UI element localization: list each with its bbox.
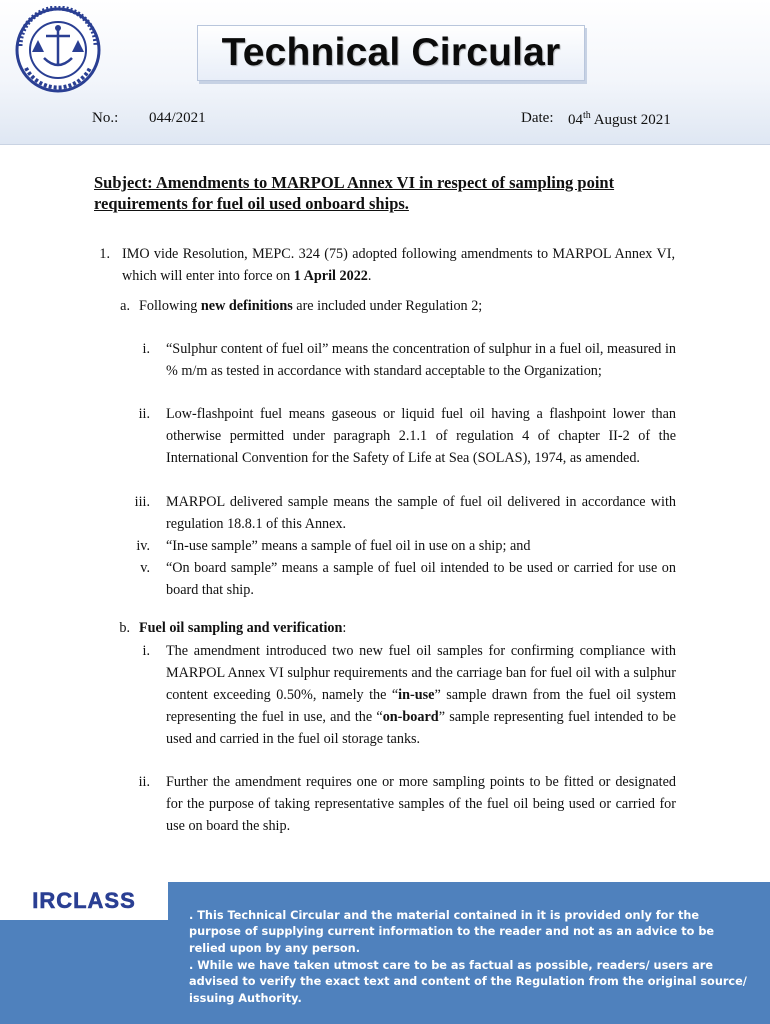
definition-marker: v. (140, 560, 150, 576)
page-title: Technical Circular (221, 31, 561, 74)
definition-item: Low-flashpoint fuel means gaseous or liquid fuel oil having a flashpoint lower than otherwise permitted under paragraph 2.1.1 of regulation 4 of chapter II-2 of the International Convention for the Safety of Life at Sea (SOLAS), 1974, as amended. (166, 406, 676, 466)
item-b-sub-ii-text: Further the amendment requires one or more sampling points to be fitted or designated for the purpose of taking representative samples of the fuel oil being used or carried for use on board the ship. (166, 774, 676, 834)
definition-marker: iii. (134, 494, 150, 510)
title-box (197, 25, 585, 81)
definition-item: “Sulphur content of fuel oil” means the concentration of sulphur in a fuel oil, measured in % m/m as tested in accordance with standard acceptable to the Organization; (166, 341, 676, 379)
definition-marker: i. (142, 341, 150, 357)
subject-heading: Subject: Amendments to MARPOL Annex VI in respect of sampling point requirements for fuel oil used onboard ships. (94, 173, 615, 213)
section-1-marker: 1. (99, 246, 110, 262)
section-1-text: IMO vide Resolution, MEPC. 324 (75) adopted following amendments to MARPOL Annex VI, which will enter into force on 1 April 2022. (122, 246, 675, 284)
disclaimer-1: . This Technical Circular and the material contained in it is provided only for the purpose of supplying current information to the reader and not as an advice to be relied upon by any person. (189, 909, 715, 955)
item-b-marker: b. (119, 620, 130, 636)
definition-marker: ii. (138, 406, 150, 422)
definition-item: “In-use sample” means a sample of fuel oil in use on a ship; and (166, 538, 531, 554)
definition-item: MARPOL delivered sample means the sample of fuel oil delivered in accordance with regulation 18.8.1 of this Annex. (166, 494, 676, 532)
definition-item: “On board sample” means a sample of fuel oil intended to be used or carried for use on board that ship. (166, 560, 676, 598)
item-b-sub-marker: i. (142, 643, 150, 659)
irclass-logo-text: IRCLASS (32, 888, 136, 913)
item-b-sub-marker: ii. (138, 774, 150, 790)
circular-date: 04th August 2021 (568, 110, 671, 128)
item-b-sub-i-text: The amendment introduced two new fuel oil samples for confirming compliance with MARPOL Annex VI sulphur requirements and the carriage ban for fuel oil with a sulphur content exceeding 0.50%, namely the “in-use” sample drawn from the fuel oil system representing the fuel in use, and the “on-board” sample representing fuel intended to be used and carried in the fuel oil storage tanks. (166, 643, 676, 747)
disclaimer-2: . While we have taken utmost care to be as factual as possible, readers/ users are advised to verify the exact text and content of the Regulation from the original source/ issuing Authority. (189, 959, 747, 1005)
definition-marker: iv. (136, 538, 150, 554)
irclass-logo (0, 882, 168, 920)
item-b-heading: Fuel oil sampling and verification: (139, 620, 347, 636)
circular-number-label: No.: (92, 110, 119, 126)
irs-logo (8, 6, 108, 94)
circular-number: 044/2021 (149, 110, 206, 126)
item-a-marker: a. (120, 298, 130, 314)
item-a-text: Following new definitions are included under Regulation 2; (139, 298, 483, 314)
date-label: Date: (521, 110, 554, 126)
